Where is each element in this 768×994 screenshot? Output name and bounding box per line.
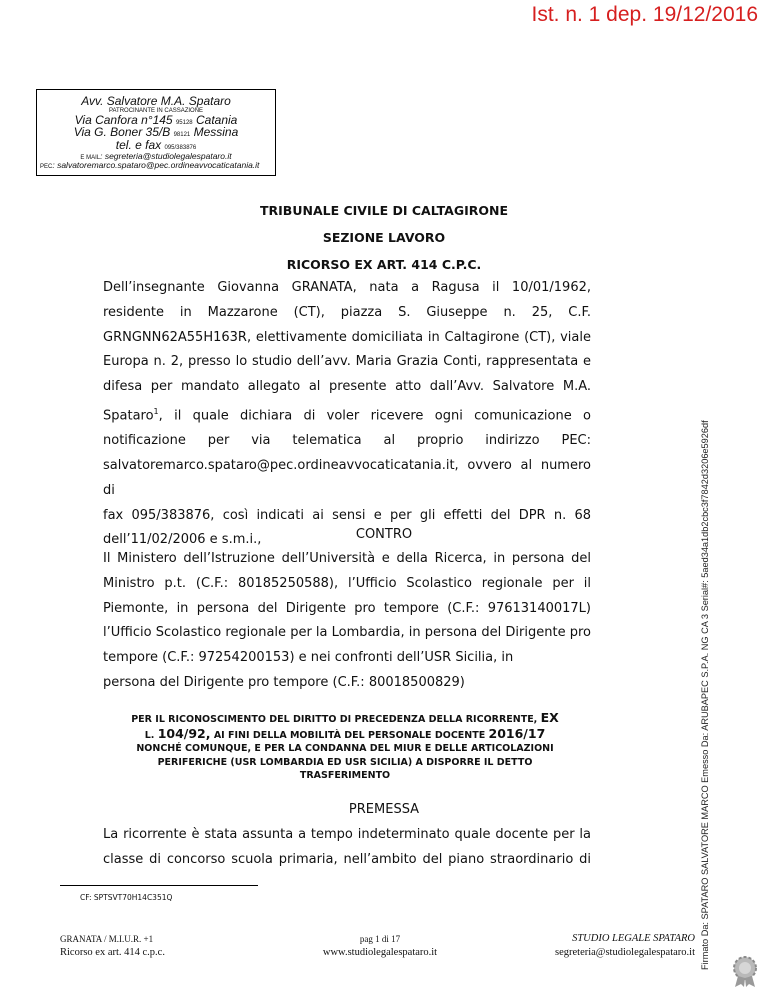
text-line: difesa per mandato allegato al presente atto dall’Avv. Salvatore M.A.: [103, 379, 591, 395]
footnote: CF: SPTSVT70H14C351Q: [80, 893, 173, 902]
text-fragment: Spataro: [103, 408, 154, 424]
text-line: salvatoremarco.spataro@pec.ordineavvocaticatania.it, ovvero al numero di: [103, 457, 591, 498]
plaintiff-paragraph: [103, 276, 591, 553]
pec-line: PEC: salvatoremarco.spataro@pec.ordineavvocaticatania.it: [40, 159, 260, 170]
contro-heading: CONTRO: [355, 527, 413, 542]
appeal-heading: RICORSO EX ART. 414 C.P.C.: [286, 257, 482, 272]
text-fragment: 2016/17: [488, 725, 546, 741]
phone-label: tel. e fax: [115, 138, 162, 153]
text-line: La ricorrente è stata assunta a tempo indeterminato quale docente per la: [103, 827, 591, 842]
address-street: Via G. Boner 35/B: [73, 125, 171, 140]
claim-line: NONCHÉ COMUNQUE, E PER LA CONDANNA DEL MIUR E DELLE ARTICOLAZIONI: [136, 743, 554, 754]
text-fragment: , il quale dichiara di voler ricevere ogni comunicazione o: [158, 408, 591, 424]
letterhead-box: [36, 89, 276, 176]
footnote-separator: [60, 885, 258, 886]
footer-email: segreteria@studiolegalespataro.it: [555, 947, 695, 958]
footer-center: [300, 932, 460, 960]
text-fragment: 104/92,: [157, 725, 211, 741]
email-label: E MAIL: [80, 154, 101, 161]
footer-website: www.studiolegalespataro.it: [322, 947, 438, 958]
email-line: E MAIL: segreteria@studiolegalespataro.it: [80, 150, 232, 161]
text-line: classe di concorso scuola primaria, nell’ambito del piano straordinario di: [103, 851, 591, 867]
claim-line: [100, 727, 590, 743]
footer-firm: STUDIO LEGALE SPATARO: [572, 933, 695, 944]
text-line: Dell’insegnante Giovanna GRANATA, nata a Ragusa il 10/01/1962,: [103, 280, 591, 295]
address-city: Messina: [193, 125, 239, 140]
text-fragment: PER IL RICONOSCIMENTO DEL DIRITTO DI PRECEDENZA DELLA RICORRENTE,: [131, 714, 538, 725]
text-line: [103, 400, 591, 429]
premessa-heading: PREMESSA: [348, 802, 420, 817]
text-fragment: AI FINI DELLA MOBILITÀ DEL PERSONALE DOCENTE: [213, 729, 486, 741]
text-line: l’Ufficio Scolastico regionale per la Lombardia, in persona del Dirigente pro: [103, 625, 591, 641]
text-line: Piemonte, in persona del Dirigente pro tempore (C.F.: 97613140017L): [103, 600, 591, 616]
text-line: Il Ministero dell’Istruzione dell’Università e della Ricerca, in persona del: [103, 551, 591, 566]
premessa-paragraph: [103, 823, 591, 873]
footer-left: [60, 932, 165, 960]
lawyer-name: Avv. Salvatore M.A. Spataro: [81, 94, 231, 108]
footnote-ref: 1: [153, 406, 159, 416]
text-fragment: L.: [144, 729, 155, 741]
section-heading: SEZIONE LAVORO: [322, 230, 446, 245]
text-line: persona del Dirigente pro tempore (C.F.: 80018500829): [103, 674, 465, 690]
lawyer-title: PATROCINANTE IN CASSAZIONE: [108, 107, 204, 114]
email-address: segreteria@studiolegalespataro.it: [104, 150, 232, 161]
phone-number: 095/383876: [164, 145, 197, 152]
pec-address: salvatoremarco.spataro@pec.ordineavvocaticatania.it: [57, 159, 260, 170]
claim-line: TRASFERIMENTO: [299, 770, 391, 781]
text-fragment: EX: [540, 710, 559, 725]
deposit-stamp: Ist. n. 1 dep. 19/12/2016: [531, 3, 758, 26]
address-street: Via Canfora n°145: [74, 112, 173, 127]
claim-object: [100, 711, 590, 783]
text-line: dell’11/02/2006 e s.m.i.,: [103, 532, 262, 548]
pec-label: PEC: [40, 163, 53, 170]
text-line: GRNGNN62A55H163R, elettivamente domiciliata in Caltagirone (CT), viale: [103, 329, 591, 345]
page-number: pag 1 di 17: [359, 934, 401, 944]
address-zip: 95128: [175, 119, 193, 126]
text-line: Europa n. 2, presso lo studio dell’avv. Maria Grazia Conti, rappresentata e: [103, 354, 591, 370]
court-heading: TRIBUNALE CIVILE DI CALTAGIRONE: [260, 203, 508, 218]
claim-line: [100, 711, 590, 727]
footer-doc-type: Ricorso ex art. 414 c.p.c.: [60, 947, 165, 958]
footer-right: [510, 932, 695, 960]
text-line: fax 095/383876, così indicati ai sensi e per gli effetti del DPR n. 68: [103, 507, 591, 523]
text-line: residente in Mazzarone (CT), piazza S. Giuseppe n. 25, C.F.: [103, 304, 591, 320]
seal-badge-icon: [728, 954, 762, 988]
defendants-paragraph: [103, 547, 591, 696]
address-zip: 98121: [173, 132, 191, 139]
claim-line: PERIFERICHE (USR LOMBARDIA ED USR SICILIA) A DISPORRE IL DETTO: [157, 756, 533, 768]
text-line: tempore (C.F.: 97254200153) e nei confronti dell’USR Sicilia, in: [103, 650, 514, 666]
digital-signature-note: Firmato Da: SPATARO SALVATORE MARCO Emesso Da: ARUBAPEC S.P.A. NG CA 3 Serial#: 5aed34a1db2cbc3f7842d3206e5926df: [700, 420, 710, 970]
text-line: Ministro p.t. (C.F.: 80185250588), l’Ufficio Scolastico regionale per il: [103, 575, 591, 591]
text-line: notificazione per via telematica al proprio indirizzo PEC:: [103, 433, 591, 449]
footer-case: GRANATA / M.I.U.R. +1: [60, 934, 154, 944]
address-city: Catania: [195, 112, 238, 127]
